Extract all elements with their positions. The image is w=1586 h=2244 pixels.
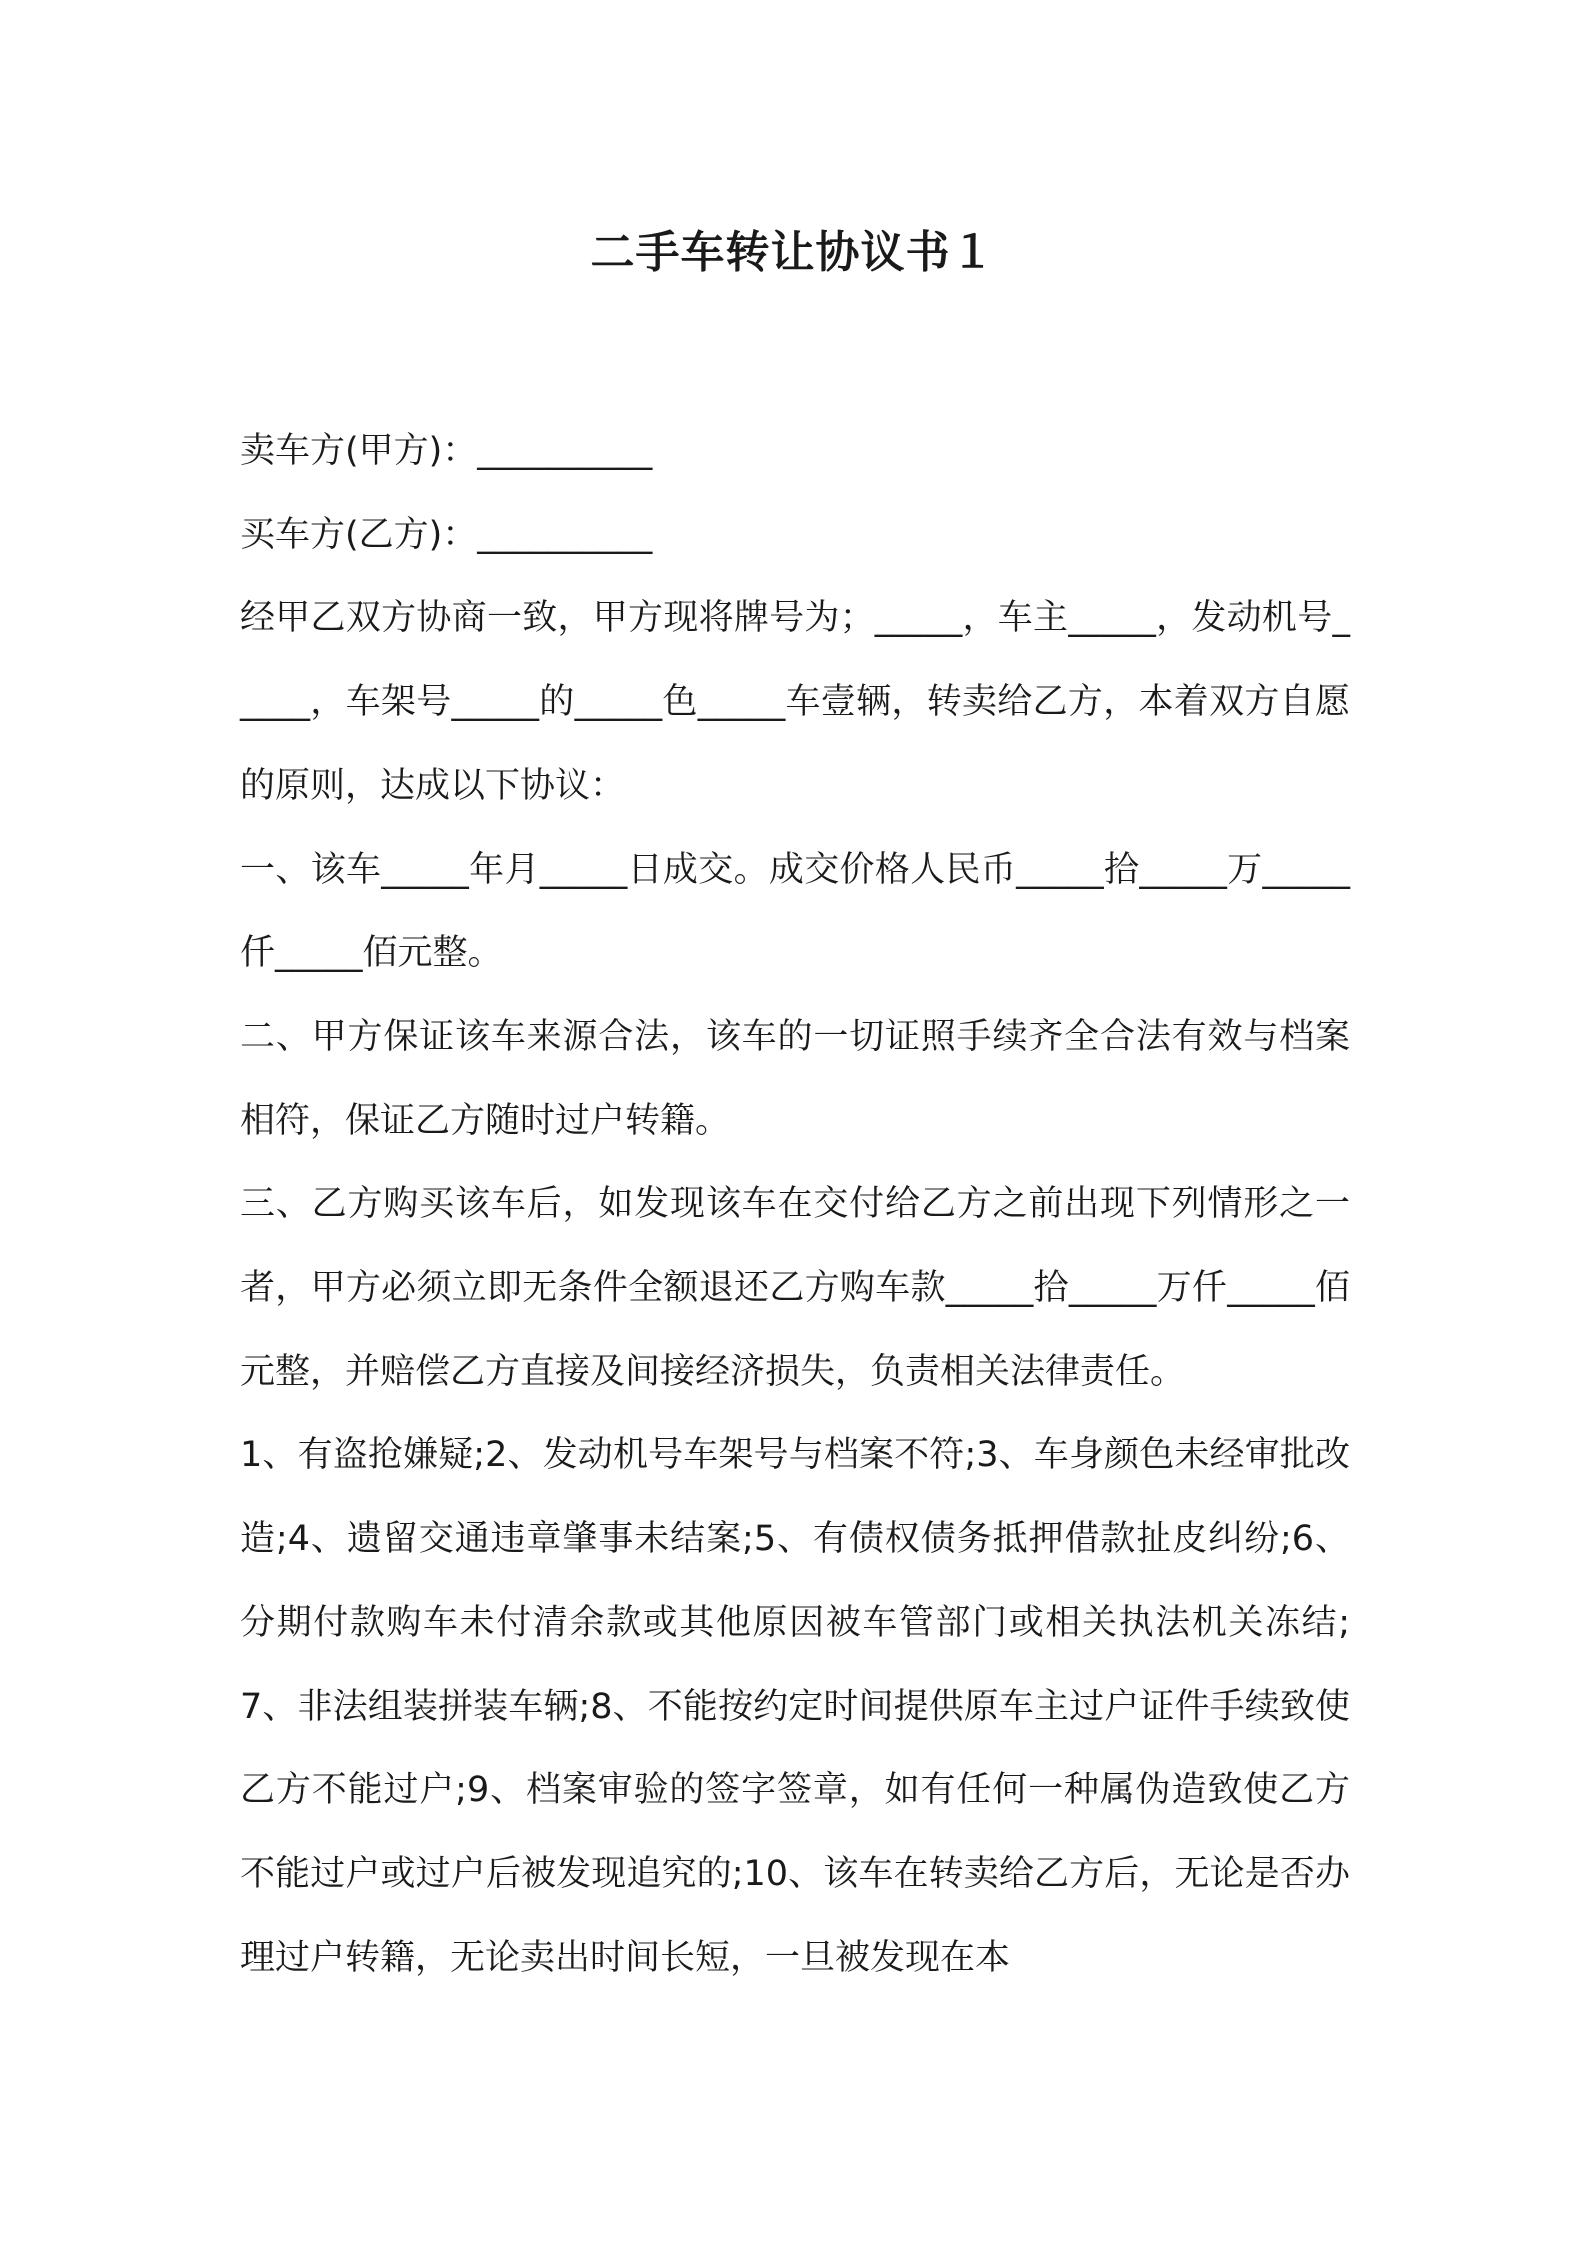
- seller-line: 卖车方(甲方)：__________: [240, 431, 653, 471]
- conditions-list-paragraph: 1、有盗抢嫌疑;2、发动机号车架号与档案不符;3、车身颜色未经审批改造;4、遗留交通违章肇事未结案;5、有债权债务抵押借款扯皮纠纷;6、分期付款购车未付清余款或其他原因被车管部门或相关执法机关冻结;7、非法组装拼装车辆;8、不能按约定时间提供原车主过户证件手续致使乙方不能过户;9、档案审验的签字签章，如有任何一种属伪造致使乙方不能过户或过户后被发现追究的;10、该车在转卖给乙方后，无论是否办理过户转籍，无论卖出时间长短，一旦被发现在本: [240, 1435, 1350, 1978]
- clause-3-paragraph: 三、乙方购买该车后，如发现该车在交付给乙方之前出现下列情形之一者，甲方必须立即无条件全额退还乙方购车款_____拾_____万仟_____佰元整，并赔偿乙方直接及间接经济损失，负责相关法律责任。: [240, 1184, 1350, 1392]
- document-body: [240, 410, 1350, 2000]
- agreement-intro-paragraph: 经甲乙双方协商一致，甲方现将牌号为；_____，车主_____，发动机号_____，车架号_____的_____色_____车壹辆，转卖给乙方，本着双方自愿的原则，达成以下协议：: [240, 598, 1350, 806]
- buyer-line: 买车方(乙方)：__________: [240, 514, 653, 555]
- clause-1-paragraph: 一、该车_____年月_____日成交。成交价格人民币_____拾_____万_____仟_____佰元整。: [240, 849, 1350, 974]
- clause-2-paragraph: 二、甲方保证该车来源合法，该车的一切证照手续齐全合法有效与档案相符，保证乙方随时过户转籍。: [240, 1016, 1350, 1141]
- document-title: 二手车转让协议书１: [590, 227, 996, 278]
